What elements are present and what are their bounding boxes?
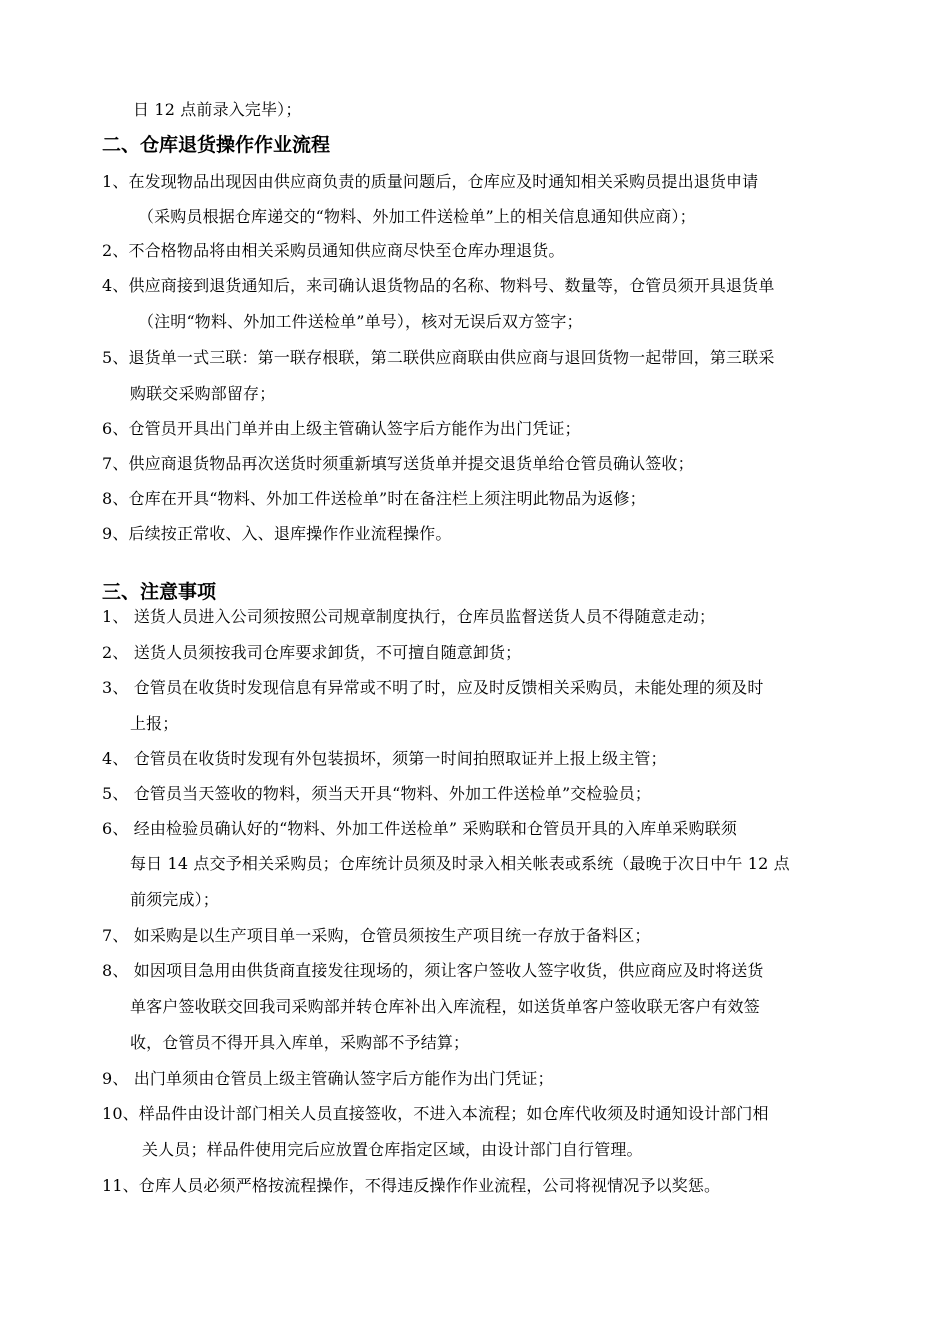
s3-line: 上报；	[130, 714, 179, 733]
s3-line: 3、 仓管员在收货时发现信息有异常或不明了时，应及时反馈相关采购员，未能处理的须及时	[102, 678, 764, 697]
s3-line: 单客户签收联交回我司采购部并转仓库补出入库流程，如送货单客户签收联无客户有效签	[130, 997, 760, 1016]
s3-line: 6、 经由检验员确认好的“物料、外加工件送检单” 采购联和仓管员开具的入库单采购联须	[102, 819, 738, 838]
s2-line: 6、仓管员开具出门单并由上级主管确认签字后方能作为出门凭证；	[102, 419, 581, 438]
s3-line: 10、样品件由设计部门相关人员直接签收，不进入本流程；如仓库代收须及时通知设计部门相	[102, 1104, 769, 1123]
s3-line: 2、 送货人员须按我司仓库要求卸货，不可擅自随意卸货；	[102, 643, 522, 662]
s3-line: 5、 仓管员当天签收的物料，须当天开具“物料、外加工件送检单”交检验员；	[102, 784, 652, 803]
s2-line: 9、后续按正常收、入、退库操作作业流程操作。	[102, 524, 452, 543]
s3-line: 关人员；样品件使用完后应放置仓库指定区域，由设计部门自行管理。	[142, 1140, 643, 1159]
s3-line: 1、 送货人员进入公司须按照公司规章制度执行，仓库员监督送货人员不得随意走动；	[102, 607, 716, 626]
s3-line: 每日 14 点交予相关采购员；仓库统计员须及时录入相关帐表或系统（最晚于次日中午 12 点	[130, 854, 790, 873]
s2-line: 1、在发现物品出现因由供应商负责的质量问题后，仓库应及时通知相关采购员提出退货申请	[102, 172, 759, 191]
s3-line: 8、 如因项目急用由供货商直接发往现场的，须让客户签收人签字收货，供应商应及时将送货	[102, 961, 764, 980]
section-3-title: 三、注意事项	[102, 581, 217, 603]
s3-line: 7、 如采购是以生产项目单一采购，仓管员须按生产项目统一存放于备料区；	[102, 926, 651, 945]
s3-line: 前须完成）；	[130, 890, 219, 909]
s3-line: 4、 仓管员在收货时发现有外包装损坏，须第一时间拍照取证并上报上级主管；	[102, 749, 667, 768]
s2-line: 7、供应商退货物品再次送货时须重新填写送货单并提交退货单给仓管员确认签收；	[102, 454, 694, 473]
s2-line: （注明“物料、外加工件送检单”单号），核对无误后双方签字；	[138, 312, 583, 331]
s3-line: 收，仓管员不得开具入库单，采购部不予结算；	[130, 1033, 470, 1052]
s2-line: 2、不合格物品将由相关采购员通知供应商尽快至仓库办理退货。	[102, 241, 565, 260]
section-2-title: 二、仓库退货操作作业流程	[102, 134, 331, 156]
s3-line: 11、仓库人员必须严格按流程操作，不得违反操作作业流程，公司将视情况予以奖惩。	[102, 1176, 721, 1195]
s2-line: 4、供应商接到退货通知后，来司确认退货物品的名称、物料号、数量等，仓管员须开具退货单	[102, 276, 775, 295]
s2-line: （采购员根据仓库递交的“物料、外加工件送检单”上的相关信息通知供应商）；	[138, 207, 696, 226]
s2-line: 8、仓库在开具“物料、外加工件送检单”时在备注栏上须注明此物品为返修；	[102, 489, 646, 508]
lead-line: 日 12 点前录入完毕）；	[133, 100, 302, 119]
s2-line: 购联交采购部留存；	[130, 384, 276, 403]
s2-line: 5、退货单一式三联：第一联存根联，第二联供应商联由供应商与退回货物一起带回，第三联采	[102, 348, 775, 367]
s3-line: 9、 出门单须由仓管员上级主管确认签字后方能作为出门凭证；	[102, 1069, 554, 1088]
